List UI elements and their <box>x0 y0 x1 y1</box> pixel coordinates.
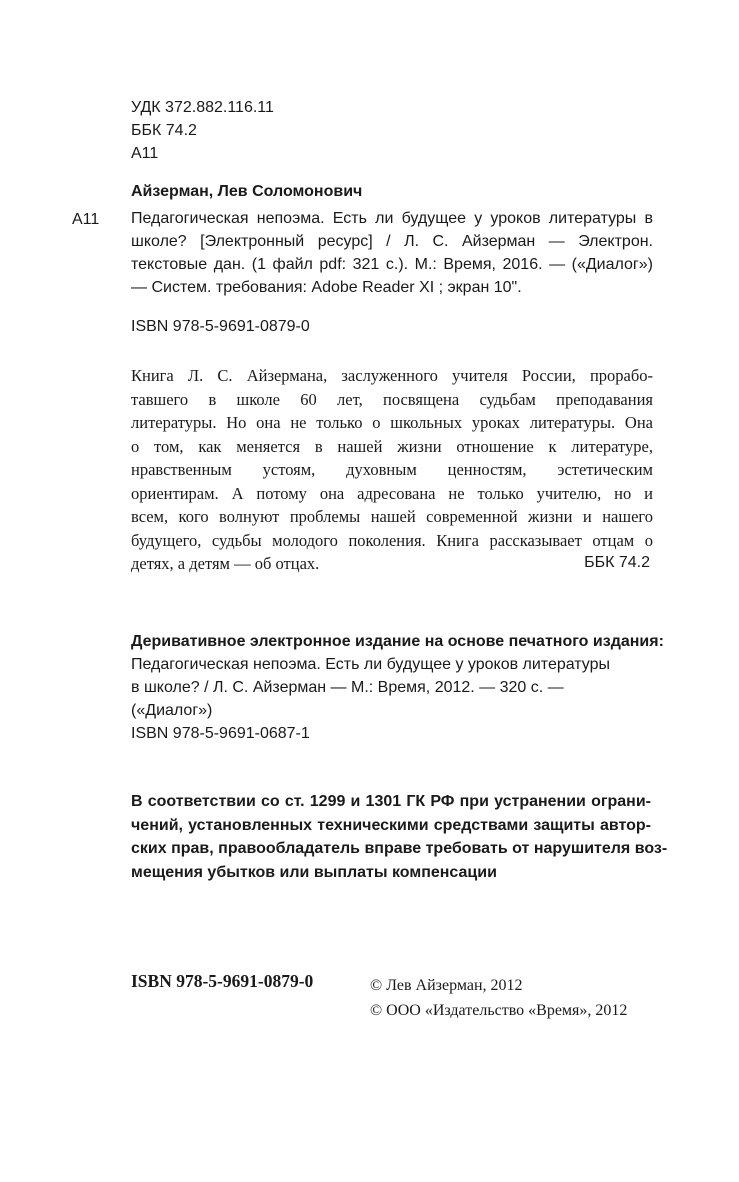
derivative-line: Педагогическая непоэма. Есть ли будущее у уроков литературы <box>131 656 611 673</box>
annotation-line: тавшего в школе 60 лет, посвящена судьбам преподавания <box>131 389 653 409</box>
udk-code: УДК 372.882.116.11 <box>131 99 274 116</box>
biblio-line: текстовые дан. (1 файл pdf: 321 с.). М.: Время, 2016. — («Диалог») <box>131 256 653 273</box>
isbn-record: ISBN 978-5-9691-0879-0 <box>131 318 310 335</box>
annotation-line: будущего, судьбы молодого поколения. Книга рассказывает отцам о <box>131 530 653 550</box>
annotation-line: нравственным устоям, духовным ценностям, эстетическим <box>131 460 653 479</box>
rights-line: В соответствии со ст. 1299 и 1301 ГК РФ при устранении ограни- <box>131 793 651 810</box>
derivative-isbn: ISBN 978-5-9691-0687-1 <box>131 725 310 742</box>
annotation-line: всем, кого волнуют проблемы нашей современной жизни и нашего <box>131 507 653 526</box>
rights-line: ских прав, правообладатель вправе требовать от нарушителя воз- <box>131 840 668 857</box>
annotation-line: литературы. Но она не только о школьных уроках литературы. Она <box>131 413 653 432</box>
biblio-line: — Систем. требования: Adobe Reader XI ; экран 10". <box>131 279 522 296</box>
annotation-paragraph <box>131 364 653 576</box>
derivative-heading: Деривативное электронное издание на основе печатного издания: <box>131 633 664 650</box>
annotation-line: ориентирам. А потому она адресована не только учителю, но и <box>131 483 653 503</box>
derivative-line: («Диалог») <box>131 702 213 719</box>
copyright-publisher: © ООО «Издательство «Время», 2012 <box>370 1002 628 1019</box>
copyright-author: © Лев Айзерман, 2012 <box>370 977 523 994</box>
biblio-line: школе? [Электронный ресурс] / Л. С. Айзерман — Электрон. <box>131 233 653 250</box>
annotation-line: Книга Л. С. Айзермана, заслуженного учителя России, прорабо- <box>131 366 653 385</box>
author-heading: Айзерман, Лев Соломонович <box>131 183 363 200</box>
copyright-block <box>370 973 627 1023</box>
cutter-code: А11 <box>131 145 159 162</box>
rights-line: чений, установленных техническими средствами защиты автор- <box>131 816 651 834</box>
annotation-line: о том, как меняется в нашей жизни отношение к литературе, <box>131 436 653 456</box>
cutter-mark: А11 <box>72 211 100 228</box>
rights-line: мещения убытков или выплаты компенсации <box>131 863 497 881</box>
derivative-line: в школе? / Л. С. Айзерман — М.: Время, 2012. — 320 с. — <box>131 679 564 696</box>
rights-notice <box>131 790 668 884</box>
annotation-bbk: ББК 74.2 <box>584 554 650 571</box>
bibliographic-description <box>131 207 653 299</box>
annotation-line: детях, а детям — об отцах. <box>131 554 320 573</box>
isbn-imprint: ISBN 978-5-9691-0879-0 <box>131 971 314 991</box>
biblio-line: Педагогическая непоэма. Есть ли будущее у уроков литературы в <box>131 210 653 227</box>
classification-block <box>131 96 274 165</box>
derivative-edition-block <box>131 630 664 745</box>
bbk-code: ББК 74.2 <box>131 122 197 139</box>
